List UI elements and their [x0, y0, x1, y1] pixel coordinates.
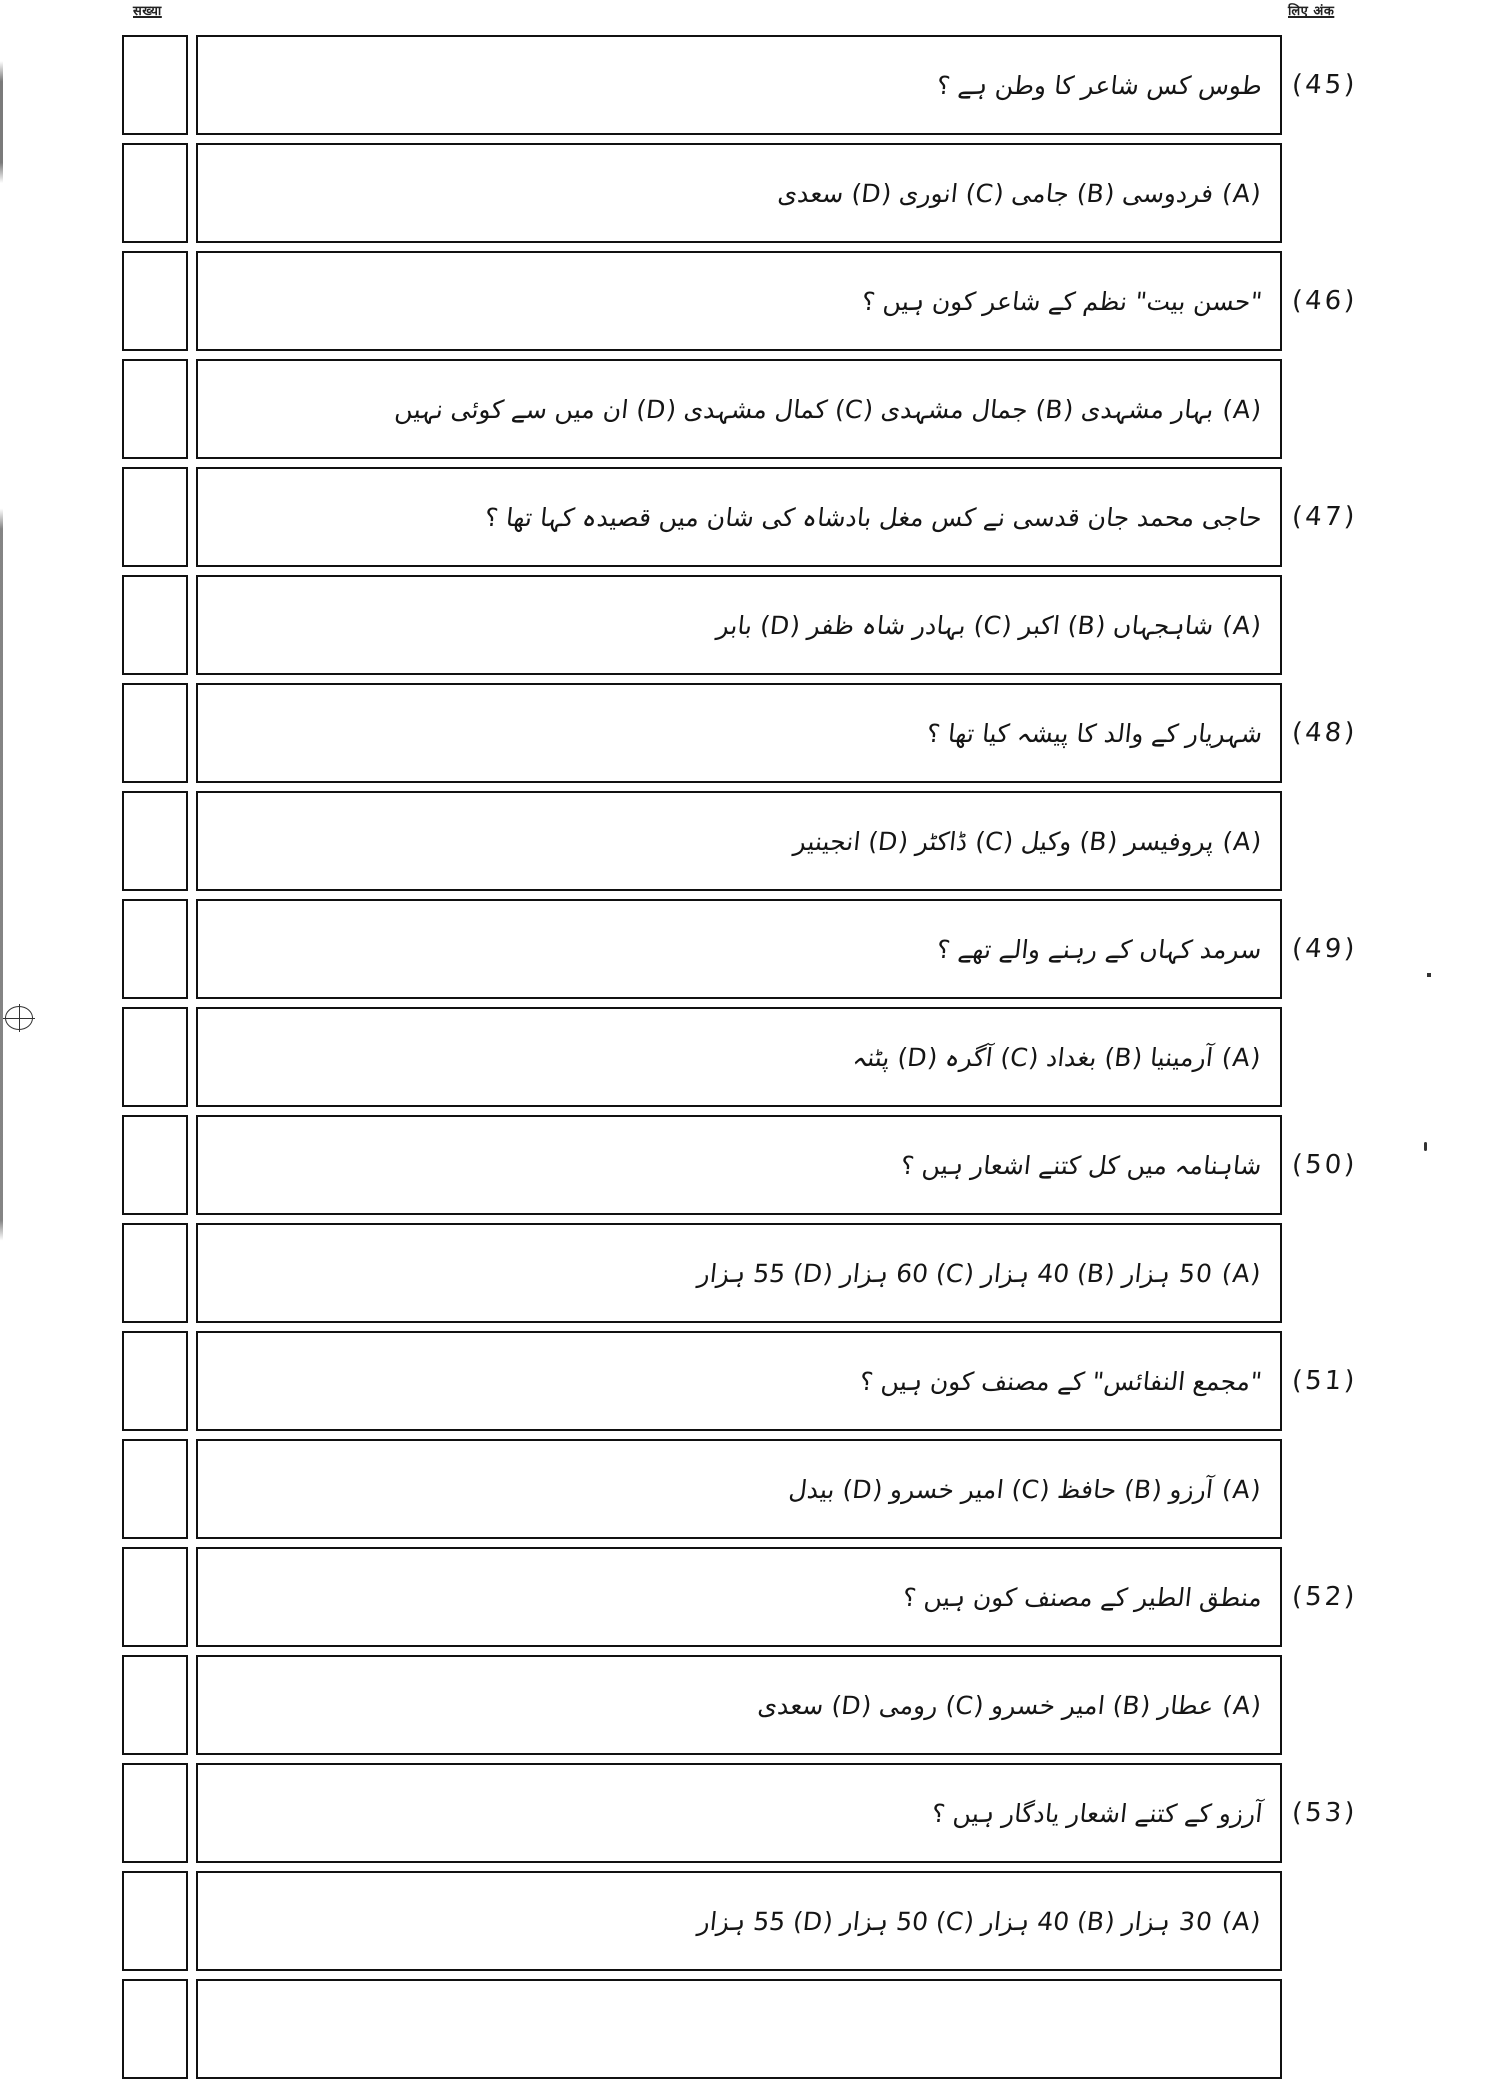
options-text: (A) 50 ہزار (B) 40 ہزار (C) 60 ہزار (D) 55 ہزار [696, 1258, 1264, 1288]
content-cell [196, 1007, 1282, 1107]
table-row [122, 1439, 1282, 1541]
options-text: (A) آرمینیا (B) بغداد (C) آگرہ (D) پٹنہ [851, 1042, 1264, 1072]
options-text: (A) 30 ہزار (B) 40 ہزار (C) 50 ہزار (D) 55 ہزار [696, 1906, 1264, 1936]
table-row [122, 1871, 1282, 1973]
registration-crosshair-icon [5, 1006, 33, 1030]
table-row [122, 467, 1359, 569]
marks-cell [122, 359, 188, 459]
question-number [1289, 1007, 1296, 1107]
question-number: (53) [1290, 1798, 1359, 1828]
table-row [122, 1007, 1282, 1109]
options-text: (A) فردوسی (B) جامی (C) انوری (D) سعدی [776, 178, 1264, 208]
marks-cell [122, 1763, 188, 1863]
content-cell [196, 575, 1282, 675]
question-number: (45) [1290, 70, 1359, 100]
question-number [1289, 1223, 1296, 1323]
marks-cell [122, 143, 188, 243]
marks-cell [122, 1007, 188, 1107]
options-text: (A) عطار (B) امیر خسرو (C) رومی (D) سعدی [756, 1690, 1264, 1720]
table-row [122, 35, 1359, 137]
table-row [122, 683, 1359, 785]
marks-cell [122, 1223, 188, 1323]
options-text: (A) آرزو (B) حافظ (C) امیر خسرو (D) بیدل [787, 1474, 1264, 1504]
question-number: (52) [1290, 1582, 1359, 1612]
table-row [122, 1763, 1359, 1865]
marks-cell [122, 899, 188, 999]
table-row [122, 1979, 1282, 2081]
marks-cell [122, 1439, 188, 1539]
table-row [122, 143, 1282, 245]
marks-cell [122, 575, 188, 675]
content-cell [196, 1223, 1282, 1323]
table-row [122, 899, 1359, 1001]
question-number: (46) [1290, 286, 1359, 316]
options-text: (A) شاہجہاں (B) اکبر (C) بہادر شاہ ظفر (D) بابر [715, 610, 1264, 640]
marks-cell [122, 467, 188, 567]
marks-cell [122, 791, 188, 891]
question-number [1289, 359, 1296, 459]
question-text: سرمد کہاں کے رہنے والے تھے ؟ [935, 934, 1264, 964]
marks-cell [122, 251, 188, 351]
content-cell [196, 143, 1282, 243]
content-cell [196, 1439, 1282, 1539]
scan-speck [1427, 973, 1431, 977]
marks-cell [122, 1547, 188, 1647]
content-cell [196, 1763, 1282, 1863]
content-cell [196, 251, 1282, 351]
scan-edge-shadow [0, 0, 3, 2034]
table-row [122, 1547, 1359, 1649]
question-number [1289, 143, 1296, 243]
question-number [1289, 1655, 1296, 1755]
column-header-marks: लिए अंक [1288, 4, 1335, 19]
table-row [122, 1655, 1282, 1757]
table-row [122, 1115, 1359, 1217]
content-cell [196, 359, 1282, 459]
question-text: شہریار کے والد کا پیشہ کیا تھا ؟ [925, 718, 1264, 748]
column-header-serial: सख्या [133, 4, 162, 19]
question-number [1289, 575, 1296, 675]
content-cell [196, 683, 1282, 783]
table-row [122, 575, 1282, 677]
question-text: منطق الطیر کے مصنف کون ہیں ؟ [901, 1582, 1264, 1612]
question-number: (50) [1290, 1150, 1359, 1180]
question-number: (49) [1290, 934, 1359, 964]
content-cell [196, 35, 1282, 135]
question-text: حاجی محمد جان قدسی نے کس مغل بادشاہ کی شان میں قصیدہ کہا تھا ؟ [483, 502, 1264, 532]
marks-cell [122, 1655, 188, 1755]
question-number: (47) [1290, 502, 1359, 532]
options-text: (A) بہار مشہدی (B) جمال مشہدی (C) کمال مشہدی (D) ان میں سے کوئی نہیں [393, 394, 1264, 424]
content-cell [196, 467, 1282, 567]
question-text: "حسن بیت" نظم کے شاعر کون ہیں ؟ [860, 286, 1264, 316]
question-number [1289, 791, 1296, 891]
content-cell [196, 1655, 1282, 1755]
content-cell [196, 1547, 1282, 1647]
question-number [1289, 1871, 1296, 1971]
marks-cell [122, 1331, 188, 1431]
content-cell [196, 791, 1282, 891]
question-text: "مجمع النفائس" کے مصنف کون ہیں ؟ [858, 1366, 1264, 1396]
marks-cell [122, 683, 188, 783]
table-row [122, 251, 1359, 353]
content-cell [196, 1979, 1282, 2079]
question-number: (48) [1290, 718, 1359, 748]
question-number: (51) [1290, 1366, 1359, 1396]
scan-speck [1424, 1142, 1427, 1151]
content-cell [196, 1115, 1282, 1215]
table-row [122, 1331, 1359, 1433]
table-row [122, 791, 1282, 893]
table-row [122, 359, 1282, 461]
question-text: آرزو کے کتنے اشعار یادگار ہیں ؟ [930, 1798, 1264, 1828]
empty-text [1257, 1981, 1267, 2077]
marks-cell [122, 1871, 188, 1971]
options-text: (A) پروفیسر (B) وکیل (C) ڈاکٹر (D) انجینیر [792, 826, 1264, 856]
question-number [1289, 1979, 1296, 2079]
question-number [1289, 1439, 1296, 1539]
content-cell [196, 1331, 1282, 1431]
question-text: طوس کس شاعر کا وطن ہے ؟ [935, 70, 1264, 100]
marks-cell [122, 35, 188, 135]
marks-cell [122, 1979, 188, 2079]
marks-cell [122, 1115, 188, 1215]
question-text: شاہنامہ میں کل کتنے اشعار ہیں ؟ [899, 1150, 1264, 1180]
content-cell [196, 1871, 1282, 1971]
table-row [122, 1223, 1282, 1325]
content-cell [196, 899, 1282, 999]
